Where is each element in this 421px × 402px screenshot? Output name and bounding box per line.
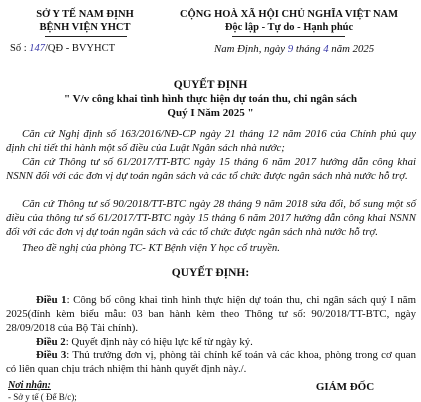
agency-name: SỞ Y TẾ NAM ĐỊNH — [36, 9, 134, 20]
article-1 — [6, 293, 416, 335]
basis-proposal: Theo đề nghị của phòng TC- KT Bệnh viện Y học cổ truyền. — [22, 242, 280, 254]
recipient-item: - Sở y tế ( Để B/c); — [8, 392, 77, 402]
number-label: Số : — [10, 43, 27, 54]
basis-decree-163: Căn cứ Nghị định số 163/2016/NĐ-CP ngày 21 tháng 12 năm 2016 của Chính phủ quy định chi tiết thi hành một số điều của Luật Ngân sách nhà nước; — [6, 128, 416, 154]
date-day: 9 — [287, 43, 294, 55]
subject-line-2: Quý I Năm 2025 " — [167, 107, 254, 119]
article-2-label: Điều 2 — [36, 336, 66, 348]
article-1-label: Điều 1 — [36, 294, 67, 306]
article-3-label: Điều 3 — [36, 349, 67, 361]
decision-heading: QUYẾT ĐỊNH: — [171, 267, 250, 279]
article-1-text: : Công bố công khai tình hình thực hiện dự toán thu, chi ngân sách quý I năm 2025(đính kèm biểu mẫu: 03 ban hành kèm theo Thông tư số: 90/2018/TT-BTC, ngày 28/09/2018 của Bộ Tài chính). — [6, 294, 416, 334]
basis-circular-61: Căn cứ Thông tư số 61/2017/TT-BTC ngày 15 tháng 6 năm 2017 hướng dẫn công khai NSNN đối với các đơn vị dự toán ngân sách và các tổ chức được ngân sách nhà nước hỗ trợ. — [6, 156, 416, 182]
recipients-label: Nơi nhận: — [8, 380, 51, 391]
number-suffix: /QĐ - BVYHCT — [45, 43, 116, 54]
article-2-text: : Quyết định này có hiệu lực kể từ ngày ký. — [65, 336, 253, 348]
national-motto: Độc lập - Tự do - Hạnh phúc — [224, 22, 354, 33]
document-title: QUYẾT ĐỊNH — [173, 79, 248, 91]
date-month-label: tháng — [295, 43, 321, 55]
date-prefix: Nam Định, ngày — [214, 43, 286, 55]
issue-date — [214, 43, 374, 55]
article-2 — [6, 335, 416, 349]
hospital-underline — [45, 36, 127, 37]
number-handwritten: 147 — [29, 43, 46, 54]
motto-underline — [232, 36, 345, 37]
article-3 — [6, 348, 416, 376]
signer-title: GIÁM ĐỐC — [315, 381, 375, 393]
article-3-text: : Thủ trưởng đơn vị, phòng tài chính kế toán và các khoa, phòng trong cơ quan có liên quan chịu trách nhiệm thi hành quyết định này./. — [6, 349, 416, 375]
subject-line-1: " V/v công khai tình hình thực hiện dự toán thu, chi ngân sách — [64, 93, 357, 105]
hospital-name: BỆNH VIỆN YHCT — [39, 22, 131, 33]
date-month: 4 — [323, 43, 329, 55]
date-year: năm 2025 — [331, 43, 375, 55]
country-name: CỘNG HOÀ XÃ HỘI CHỦ NGHĨA VIỆT NAM — [179, 9, 399, 20]
basis-circular-90: Căn cứ Thông tư số 90/2018/TT-BTC ngày 28 tháng 9 năm 2018 sửa đổi, bổ sung một số điều của thông tư số 61/2017/TT-BTC ngày 15 tháng 6 năm 2017 hướng dẫn công khai NSNN đối với các đơn vị dự toán ngân sách và các tổ chức được ngân sách nhà nước hỗ trợ. — [6, 198, 416, 238]
document-number — [10, 43, 115, 54]
